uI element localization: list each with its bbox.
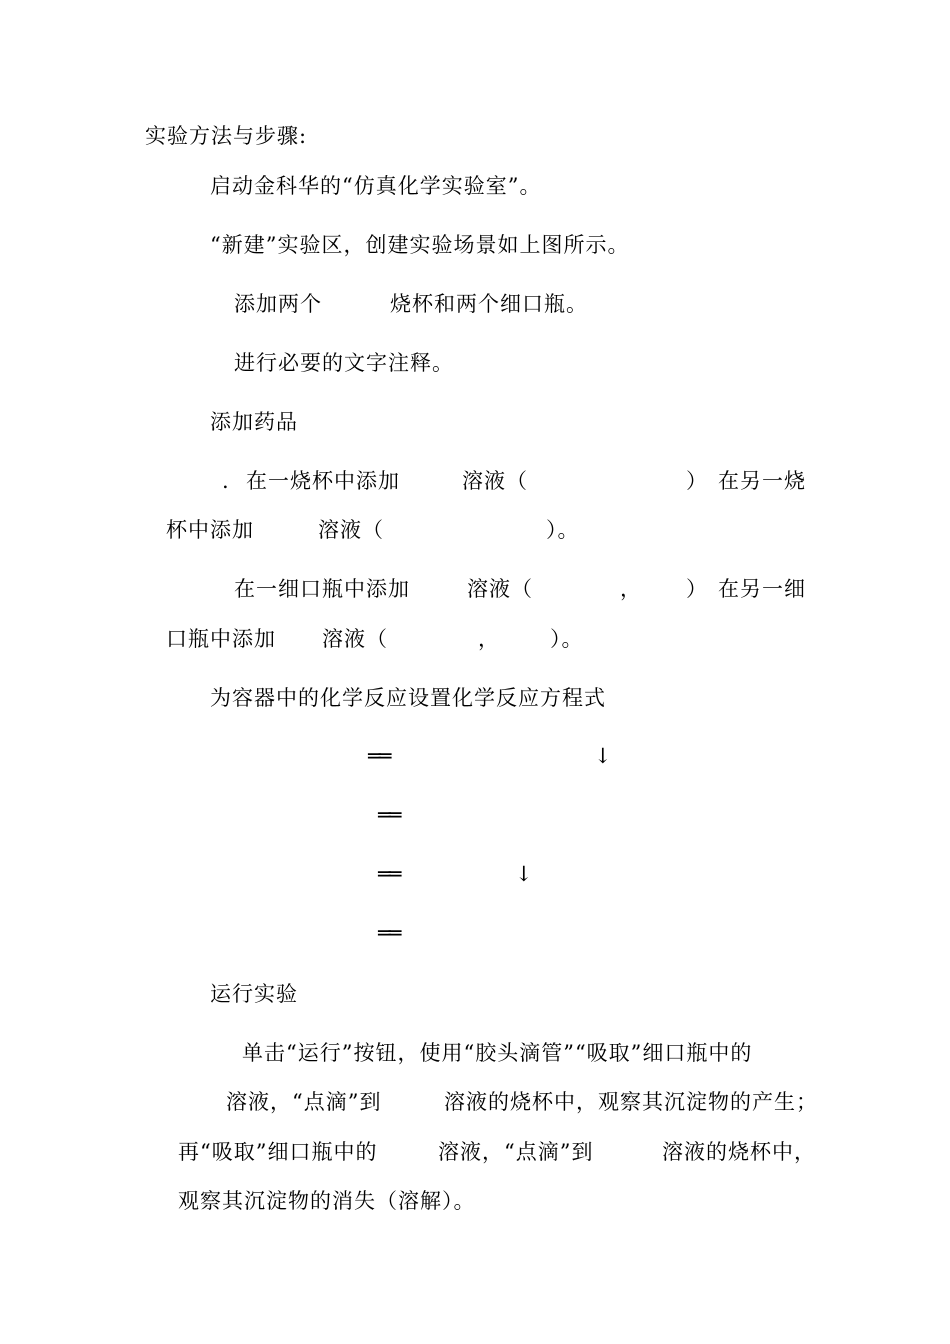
step-start-simulator: 启动金科华的“仿真化学实验室”。	[210, 174, 542, 198]
run-line3-a: 再“吸取”细口瓶中的	[178, 1140, 378, 1164]
beaker-line2-c: ）。	[546, 518, 580, 542]
equation-3-precipitate-arrow: ↓	[515, 862, 534, 886]
section-heading: 实验方法与步骤:	[145, 124, 308, 148]
bottle-line1-comma: ，	[620, 577, 642, 601]
run-line2-b: 溶液的烧杯中，观察其沉淀物的产生；	[444, 1090, 818, 1114]
bottle-line2-a: 口瓶中添加	[166, 627, 276, 651]
equation-1-equals: ══	[368, 744, 390, 768]
bottle-line1-d: 在另一细	[718, 577, 806, 601]
beaker-line2-a: 杯中添加	[166, 518, 254, 542]
run-line2-a: 溶液，“点滴”到	[226, 1090, 382, 1114]
equation-3-equals: ══	[378, 862, 400, 886]
step-add-glassware-a: 添加两个	[234, 292, 322, 316]
run-line3-b: 溶液，“点滴”到	[438, 1140, 594, 1164]
beaker-line1-d: 在另一烧	[718, 469, 806, 493]
beaker-line2-b: 溶液（	[318, 518, 384, 542]
beaker-line1-a: 在一烧杯中添加	[246, 469, 400, 493]
run-line4: 观察其沉淀物的消失（溶解）。	[178, 1189, 476, 1213]
bottle-line2-comma: ，	[478, 627, 500, 651]
step-create-scene: “新建”实验区，创建实验场景如上图所示。	[210, 233, 630, 257]
run-line1: 单击“运行”按钮，使用“胶头滴管”“吸取”细口瓶中的	[242, 1041, 753, 1065]
run-line3-c: 溶液的烧杯中，	[662, 1140, 816, 1164]
equation-1-precipitate-arrow: ↓	[594, 744, 613, 768]
beaker-line-dot: .	[222, 469, 230, 493]
step-add-drugs: 添加药品	[210, 410, 298, 434]
bottle-line2-b: 溶液（	[322, 627, 388, 651]
beaker-line1-c: ）	[686, 469, 708, 493]
bottle-line1-b: 溶液（	[467, 577, 533, 601]
step-add-glassware-b: 烧杯和两个细口瓶。	[390, 292, 588, 316]
equation-2-equals: ══	[378, 803, 400, 827]
equation-4-equals: ══	[378, 921, 400, 945]
beaker-line1-b: 溶液（	[462, 469, 528, 493]
bottle-line2-c: ）。	[550, 627, 584, 651]
bottle-line1-a: 在一细口瓶中添加	[234, 577, 410, 601]
run-section-title: 运行实验	[210, 982, 298, 1006]
equation-section-title: 为容器中的化学反应设置化学反应方程式	[210, 686, 606, 710]
step-annotate: 进行必要的文字注释。	[234, 351, 454, 375]
bottle-line1-c: ）	[686, 577, 708, 601]
